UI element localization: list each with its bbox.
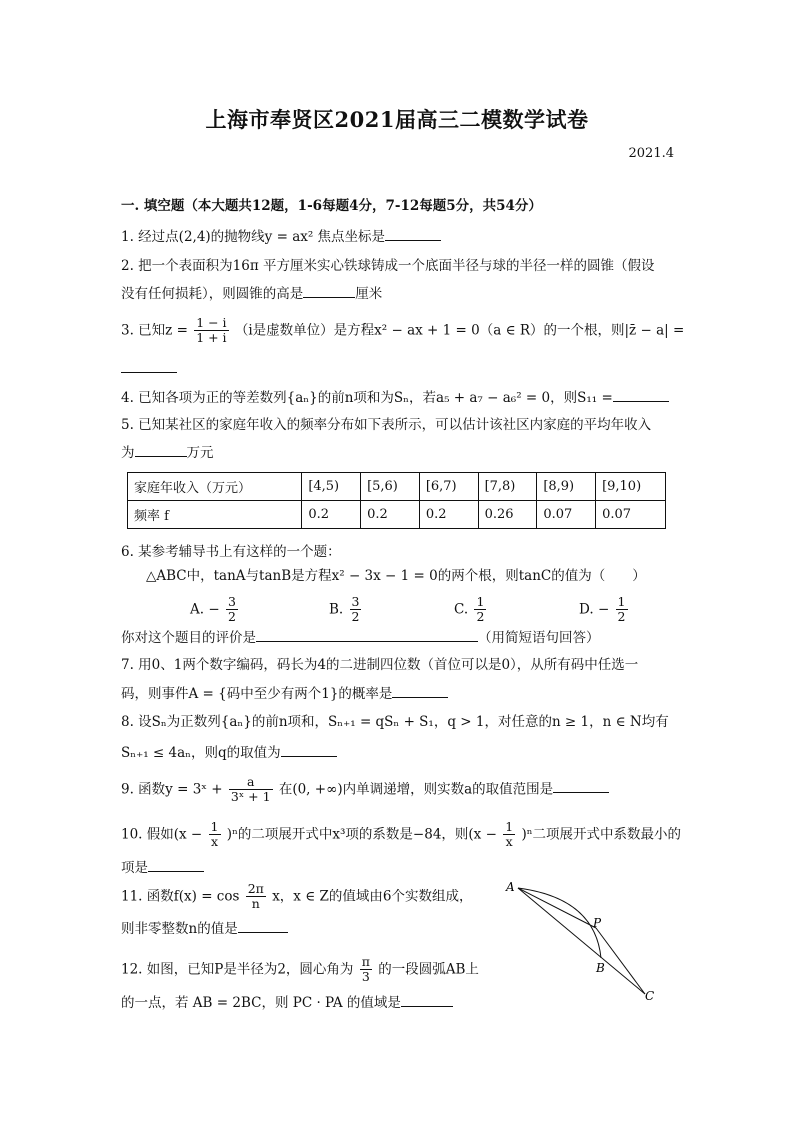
fraction-denominator: 1 + i [196,330,227,346]
choice-c [454,595,488,625]
question-3-text-a: 3. 已知z = [121,322,188,339]
question-11-line-2 [121,918,288,941]
choice-d-sign: − [597,601,610,618]
fraction-numerator: 1 − i [196,315,227,330]
fraction-numerator: 1 [476,594,485,609]
fraction-numerator: 1 [505,819,514,834]
fraction-denominator: 3ˣ + 1 [230,789,271,805]
question-6-eval-text: 你对这个题目的评价是 [121,630,256,646]
question-5-line-2 [121,442,214,465]
question-12-fraction [360,955,372,985]
table-header-cell: [7,8) [478,473,537,501]
table-cell: 0.07 [596,501,666,529]
question-10-fraction-1 [209,820,221,850]
question-11-fraction [246,882,266,912]
answer-blank [256,627,478,642]
fraction-denominator: x [505,834,513,850]
table-row [128,501,666,529]
choice-c-label: C. [454,601,469,618]
table-cell: 0.2 [361,501,420,529]
table-cell: 0.26 [478,501,537,529]
choice-d [579,595,630,625]
question-7-line-2 [121,683,448,706]
fraction-numerator: 1 [210,819,219,834]
question-12-line-2 [121,992,453,1015]
question-10-text-b: )ⁿ的二项展开式中x³项的系数是−84，则(x − [226,826,497,843]
question-5-unit: 万元 [186,445,214,461]
question-8-line-2 [121,742,337,765]
question-12-text-c: 的一点，若 AB = 2BC，则 PC · PA 的值域是 [121,995,401,1011]
question-6-eval-hint: （用简短语句回答） [478,630,600,646]
question-10-fraction-2 [503,820,515,850]
choice-b-fraction [350,595,362,625]
question-2-line-2 [121,283,382,306]
question-11 [121,882,472,912]
answer-blank [281,742,337,757]
question-12-text-a: 12. 如图，已知P是半径为2，圆心角为 [121,961,354,978]
choice-c-fraction [474,595,486,625]
label-b: B [596,961,605,975]
question-1-text: 1. 经过点(2,4)的抛物线y = ax² 焦点坐标是 [121,229,386,245]
answer-blank [613,387,669,402]
fraction-denominator: n [251,896,260,912]
table-header-cell: [5,6) [361,473,420,501]
question-6-line-2: △ABC中，tanA与tanB是方程x² − 3x − 1 = 0的两个根，则tanC的值为（ ） [146,568,646,584]
fraction-denominator: x [210,834,219,850]
question-1 [121,226,441,249]
question-3-answer-line [121,358,177,381]
question-6-line-1: 6. 某参考辅导书上有这样的一个题： [121,544,341,560]
fraction-numerator: 3 [351,594,360,609]
fraction-numerator: 2π [247,881,264,896]
question-9-fraction [229,775,273,805]
fraction-numerator: a [229,775,273,790]
arc-figure [500,878,670,1008]
question-11-text-b: x，x ∈ Z的值域由6个实数组成， [272,888,473,905]
answer-blank [148,857,204,872]
question-12-text-b: 的一段圆弧AB上 [378,961,479,978]
table-header-cell: [6,7) [419,473,478,501]
question-3-fraction [194,316,228,346]
table-header-cell: [9,10) [596,473,666,501]
question-5-text: 为 [121,445,135,461]
segment-ap [518,888,596,928]
answer-blank [392,683,448,698]
question-9 [121,775,609,805]
exam-title: 上海市奉贤区2021届高三二模数学试卷 [205,107,589,132]
choice-b [329,595,363,625]
fraction-denominator: 2 [351,609,360,625]
question-10-line-2 [121,857,204,880]
fraction-denominator: 3 [361,969,370,985]
table-cell: 频率 f [128,501,302,529]
table-header-cell: [8,9) [537,473,596,501]
question-5-line-1: 5. 已知某社区的家庭年收入的频率分布如下表所示，可以估计该社区内家庭的平均年收入 [121,417,652,433]
choice-a-sign: − [208,601,220,618]
choice-a-label: A. [190,601,205,618]
fraction-numerator: 3 [227,594,236,609]
label-c: C [645,989,655,1003]
question-11-text-c: 则非零整数n的值是 [121,921,238,937]
question-11-text-a: 11. 函数f(x) = cos [121,888,240,905]
choice-d-label: D. [579,601,594,618]
choice-b-label: B. [329,601,344,618]
question-7-text: 码，则事件A = {码中至少有两个1}的概率是 [121,686,393,702]
question-8-text: Sₙ₊₁ ≤ 4aₙ，则q的取值为 [121,745,281,761]
label-p: P [593,916,602,930]
fraction-denominator: 2 [227,609,236,625]
question-9-text-a: 9. 函数y = 3ˣ + [121,781,223,798]
exam-date: 2021.4 [628,146,674,161]
question-3-text-b: （i是虚数单位）是方程x² − ax + 1 = 0（a ∈ R）的一个根，则|z̄ − a| = [234,322,685,339]
answer-blank [385,226,441,241]
question-6-evaluation [121,627,600,650]
table-cell: 0.2 [419,501,478,529]
answer-blank [553,778,609,793]
fraction-numerator: 1 [617,594,626,609]
answer-blank [135,442,187,457]
question-10-text-a: 10. 假如(x − [121,826,203,843]
label-a: A [506,880,515,894]
fraction-denominator: 2 [617,609,626,625]
fraction-denominator: 2 [476,609,485,625]
question-10-text-c: )ⁿ二项展开式中系数最小的 [521,826,682,843]
answer-blank [303,283,355,298]
question-4 [121,387,669,410]
question-10 [121,820,681,850]
table-header-cell: [4,5) [302,473,361,501]
table-cell: 0.2 [302,501,361,529]
question-10-text-d: 项是 [121,860,148,876]
choice-d-fraction [616,595,628,625]
question-12 [121,955,479,985]
fraction-numerator: π [361,954,370,969]
table-cell: 0.07 [537,501,596,529]
question-9-text-b: 在(0, +∞)内单调递增，则实数a的取值范围是 [278,781,554,798]
answer-blank [121,358,177,373]
section-heading: 一. 填空题（本大题共12题，1-6每题4分，7-12每题5分，共54分） [121,198,542,214]
choice-a-fraction [226,595,238,625]
frequency-table [127,472,666,529]
question-7-line-1: 7. 用0、1两个数字编码，码长为4的二进制四位数（首位可以是0），从所有码中任选一 [121,657,639,673]
table-header-cell: 家庭年收入（万元） [128,473,302,501]
choice-a [190,595,240,625]
question-2-unit: 厘米 [355,286,383,302]
question-4-text: 4. 已知各项为正的等差数列{aₙ}的前n项和为Sₙ，若a₅ + a₇ − a₆² = 0，则S₁₁ = [121,390,613,406]
table-row [128,473,666,501]
question-2-line-1: 2. 把一个表面积为16π 平方厘米实心铁球铸成一个底面半径与球的半径一样的圆锥（假设 [121,258,655,274]
segment-ac [518,888,645,994]
question-3 [121,316,684,346]
answer-blank [238,918,288,933]
question-2-text: 没有任何损耗），则圆锥的高是 [121,286,304,302]
question-8-line-1: 8. 设Sₙ为正数列{aₙ}的前n项和，Sₙ₊₁ = qSₙ + S₁，q > 1，对任意的n ≥ 1，n ∈ N均有 [121,714,669,730]
answer-blank [401,992,453,1007]
